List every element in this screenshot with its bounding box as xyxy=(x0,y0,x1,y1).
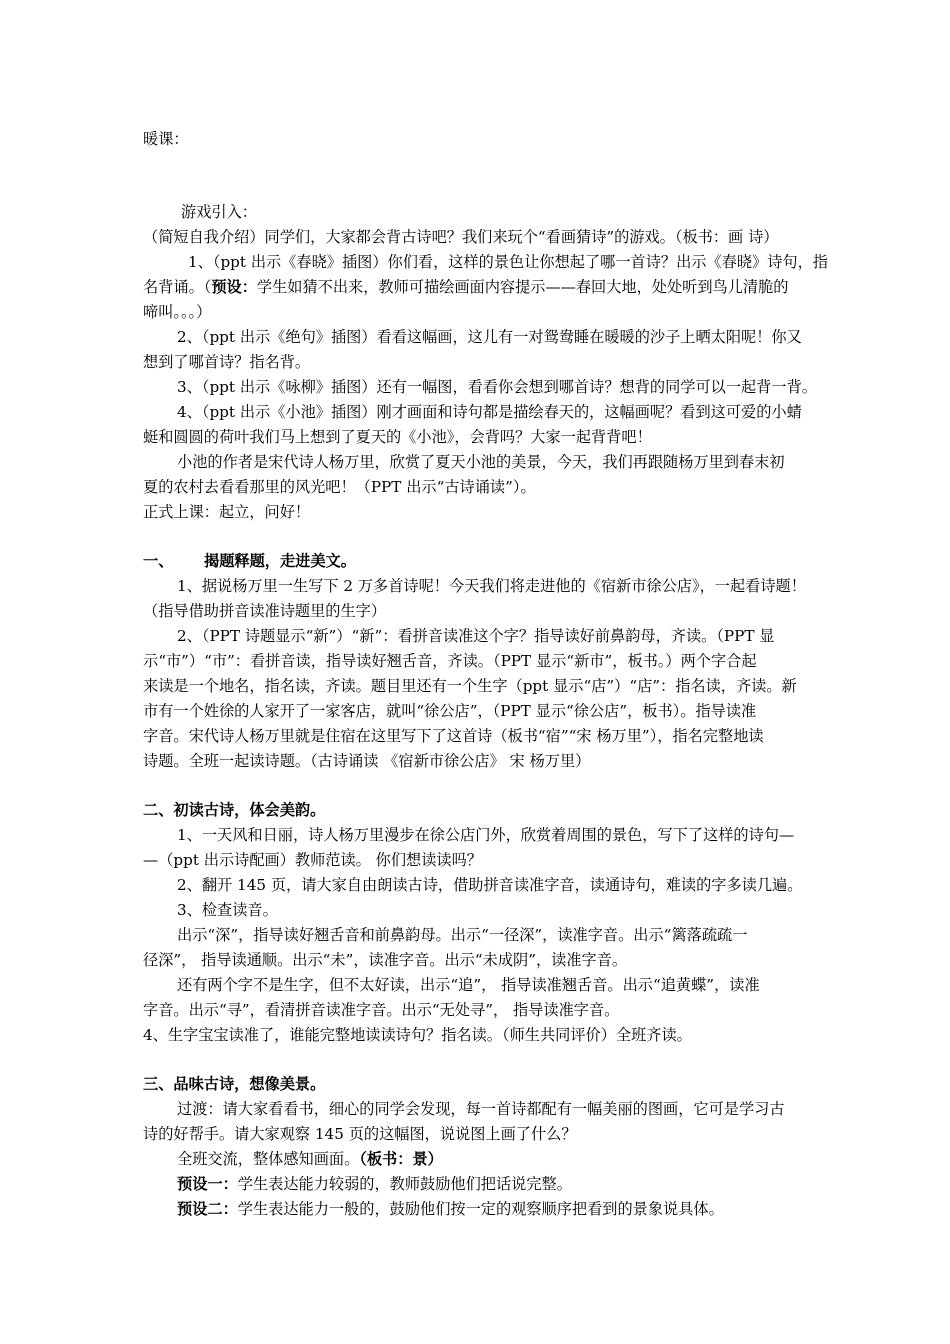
s3-p2 xyxy=(177,1149,443,1169)
s2-p1-line1: 1、一天风和日丽，诗人杨万里漫步在徐公店门外，欣赏着周围的景色，写下了这样的诗句— xyxy=(177,826,795,844)
s1-p2-line3: 来读是一个地名，指名读，齐读。题目里还有一个生字（ppt 显示“店”）“店”：指名读，齐读。新 xyxy=(143,677,797,695)
s3-preset1 xyxy=(177,1174,572,1194)
s2-p2-line1: 2、翻开 145 页，请大家自由朗读古诗，借助拼音读准字音，读通诗句，难读的字多读几遍。 xyxy=(177,876,803,894)
section2-title: 二、初读古诗，体会美韵。 xyxy=(143,801,326,819)
s3-p1-line2: 诗的好帮手。请大家观察 145 页的这幅图，说说图上画了什么？ xyxy=(143,1125,577,1143)
section3-title: 三、品味古诗，想像美景。 xyxy=(143,1075,326,1093)
item1-line3: 啼叫。。。） xyxy=(143,303,212,321)
item1-preset-label: 预设： xyxy=(211,278,257,296)
item2-line1: 2、（ppt 出示《绝句》插图）看看这幅画，这儿有一对鸳鸯睡在暖暖的沙子上晒太阳呢！你又 xyxy=(177,328,802,346)
s3-preset1-text: 学生表达能力较弱的，教师鼓励他们把话说完整。 xyxy=(237,1175,572,1193)
s3-preset2-text: 学生表达能力一般的，鼓励他们按一定的观察顺序把看到的景象说具体。 xyxy=(237,1200,724,1218)
s3-preset2-label: 预设二： xyxy=(177,1200,238,1218)
game-intro-label: 游戏引入： xyxy=(181,203,257,221)
s1-p1-line1: 1、据说杨万里一生写下 2 万多首诗呢！今天我们将走进他的《宿新市徐公店》，一起看诗题！ xyxy=(177,577,806,595)
s3-p1-line1: 过渡：请大家看看书，细心的同学会发现，每一首诗都配有一幅美丽的图画，它可是学习古 xyxy=(177,1100,785,1118)
s2-p4-line2: 径深”， 指导读通顺。出示“未”，读准字音。出示“未成阴”，读准字音。 xyxy=(143,951,628,969)
s1-p2-line4: 市有一个姓徐的人家开了一家客店，就叫“徐公店”，（PPT 显示“徐公店”，板书）。指导读准 xyxy=(143,702,757,720)
s1-p2-line5: 字音。宋代诗人杨万里就是住宿在这里写下了这首诗（板书“宿”“宋 杨万里”），指名完整地读 xyxy=(143,727,764,745)
item4-line2: 蜓和圆圆的荷叶我们马上想到了夏天的《小池》，会背吗？大家一起背背吧！ xyxy=(143,428,652,446)
transition-line2: 夏的农村去看看那里的风光吧！（PPT 出示“古诗诵读”）。 xyxy=(143,478,536,496)
item3-line1: 3、（ppt 出示《咏柳》插图）还有一幅图，看看你会想到哪首诗？想背的同学可以一起背一背。 xyxy=(177,378,817,396)
s3-p2-board-note: （板书：景） xyxy=(359,1150,443,1168)
s3-preset1-label: 预设一： xyxy=(177,1175,238,1193)
s1-p2-line2: 示“市”）“市”：看拼音读，指导读好翘舌音，齐读。（PPT 显示“新市”，板书。）两个字合起 xyxy=(143,652,757,670)
section1-title: 揭题释题，走进美文。 xyxy=(204,552,356,570)
s3-p2-text: 全班交流，整体感知画面。 xyxy=(177,1150,360,1168)
item2-line2: 想到了哪首诗？指名背。 xyxy=(143,353,311,371)
item1-line2-prefix: 名背诵。（ xyxy=(143,278,212,296)
s1-p2-line1: 2、（PPT 诗题显示“新”）“新”：看拼音读准这个字？指导读好前鼻韵母，齐读。（PPT 显 xyxy=(177,627,775,645)
s2-p3-line1: 3、检查读音。 xyxy=(177,901,278,919)
item1-line1: 1、（ppt 出示《春晓》插图）你们看，这样的景色让你想起了哪一首诗？出示《春晓》诗句，指 xyxy=(188,253,828,271)
transition-line1: 小池的作者是宋代诗人杨万里，欣赏了夏天小池的美景，今天，我们再跟随杨万里到春末初 xyxy=(177,453,785,471)
item1-line2-suffix: 学生如猜不出来，教师可描绘画面内容提示——春回大地，处处听到鸟儿清脆的 xyxy=(256,278,789,296)
intro-paragraph: （简短自我介绍）同学们，大家都会背古诗吧？我们来玩个“看画猜诗”的游戏。（板书：画 诗） xyxy=(143,228,779,246)
s2-p6-line1: 4、生字宝宝读准了，谁能完整地读读诗句？指名读。（师生共同评价）全班齐读。 xyxy=(143,1026,692,1044)
s2-p1-line2: —（ppt 出示诗配画）教师范读。 你们想读读吗？ xyxy=(143,851,482,869)
s1-p1-line2: （指导借助拼音读准诗题里的生字） xyxy=(143,602,386,620)
s2-p5-line1: 还有两个字不是生字，但不太好读，出示“追”， 指导读准翘舌音。出示“追黄蝶”，读准 xyxy=(177,976,760,994)
s2-p4-line1: 出示“深”，指导读好翘舌音和前鼻韵母。出示“一径深”，读准字音。出示“篱落疏疏一 xyxy=(177,926,748,944)
s3-preset2 xyxy=(177,1199,724,1219)
s1-p2-line6: 诗题。全班一起读诗题。（古诗诵读 《宿新市徐公店》 宋 杨万里） xyxy=(143,752,591,770)
item1-line2 xyxy=(143,277,788,297)
s2-p5-line2: 字音。出示“寻”，看清拼音读准字音。出示“无处寻”， 指导读准字音。 xyxy=(143,1001,620,1019)
class-start: 正式上课：起立，问好！ xyxy=(143,503,311,521)
item4-line1: 4、（ppt 出示《小池》插图）刚才画面和诗句都是描绘春天的，这幅画呢？看到这可爱的小蜻 xyxy=(177,403,802,421)
warmup-label: 暖课： xyxy=(143,130,189,148)
section1-number: 一、 xyxy=(143,552,174,570)
